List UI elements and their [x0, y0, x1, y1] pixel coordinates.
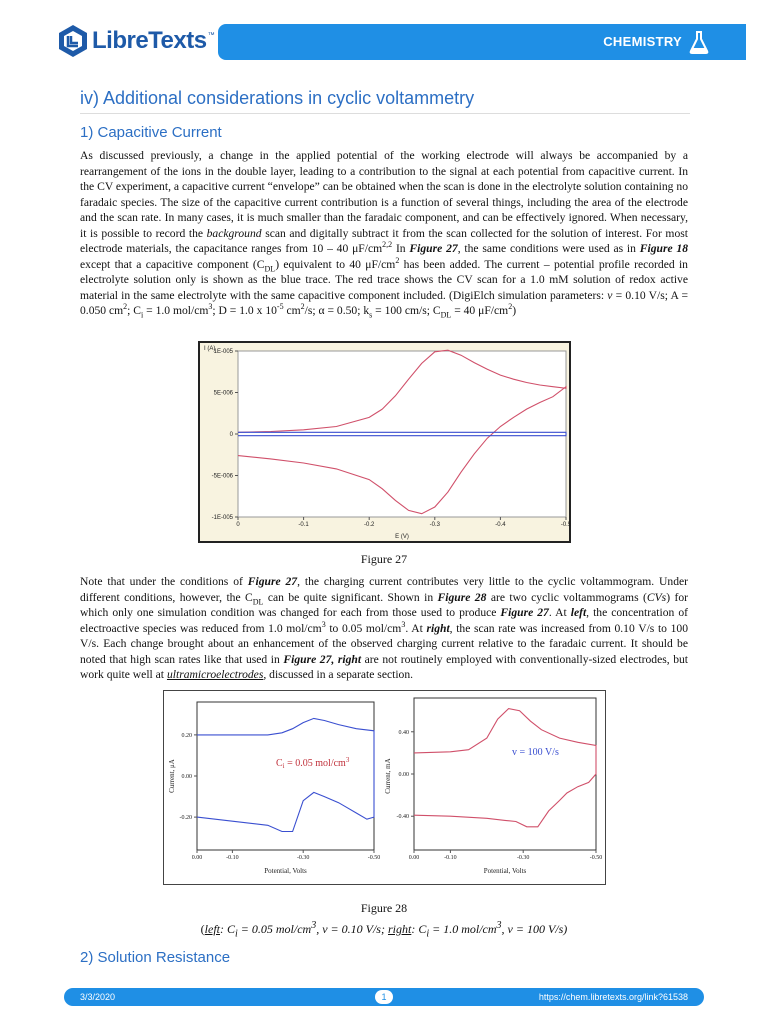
- plot-area: [414, 698, 596, 850]
- y-tick-label: -0.20: [179, 815, 192, 822]
- figure-28-subcaption: (left: $C_i = 0.05$ mol/$cm^3$, v = 0.10 V/s; right: $C_i = 1.0$ mol/$cm^3$, v = 100 V/s): [200, 920, 568, 940]
- x-axis-label: E (V): [395, 534, 409, 540]
- x-tick-label: -0.30: [516, 855, 530, 861]
- y-tick-label: 0.40: [398, 729, 409, 736]
- x-tick-label: -0.5: [560, 522, 572, 528]
- paragraph-figure-28-intro: Note that under the conditions of Figure 27, the charging current contributes very little to the cyclic voltammogram. Under different conditions, however, the $C_{DL}$ can be quite significant. Shown in Figure 28 are two cyclic voltammograms (CVs) for which only one simulation condition was changed for each from those used to produce Figure 27. At left, the concentration of electroactive species was reduced from 1.0 mol/$cm^3$ to 0.05 mol/$cm^3$. At right, the scan rate was increased from 0.10 V/s to 100 V/s. Each change brought about an enhancement of the observed charging current relative to the faradaic current. It should be noted that high scan rates like that used in Figure 27, right are not routinely employed with conventionally-sized electrodes, but work quite well at ultramicroelectrodes, discussed in a separate section.: [80, 575, 689, 681]
- y-axis-label: Current, μA: [168, 759, 176, 793]
- figure-27-chart: [200, 343, 572, 541]
- logo-text: LibreTexts: [92, 27, 207, 54]
- y-tick-label: 0: [229, 432, 233, 438]
- y-tick-label: 5E-006: [213, 390, 233, 397]
- footer-date: 3/3/2020: [80, 992, 116, 1002]
- figure-27-caption: Figure 27: [360, 552, 408, 566]
- y-tick-label: 1E-005: [213, 349, 233, 355]
- annotation-concentration: $C_i = 0.05$ mol/$cm^3$: [276, 756, 350, 770]
- x-tick-label: -0.4: [495, 522, 506, 528]
- y-tick-label: 0.20: [181, 732, 192, 739]
- y-tick-label: -5E-006: [211, 473, 233, 480]
- y-tick-label: -1E-005: [211, 515, 233, 521]
- libretexts-logo[interactable]: [56, 24, 215, 58]
- x-tick-label: 0.00: [408, 855, 420, 861]
- subject-label: CHEMISTRY: [603, 34, 682, 49]
- x-tick-label: -0.3: [429, 522, 440, 528]
- subject-banner[interactable]: [218, 24, 746, 60]
- subsection-title-solution-resistance: 2) Solution Resistance: [80, 949, 231, 966]
- x-tick-label: 0: [236, 522, 240, 528]
- x-axis-label: Potential, Volts: [483, 867, 527, 875]
- footer-url-link[interactable]: https://chem.libretexts.org/link?61538: [538, 992, 688, 1002]
- flask-icon: [688, 30, 710, 54]
- x-tick-label: -0.30: [296, 855, 310, 861]
- subsection-title-capacitive: 1) Capacitive Current: [80, 124, 222, 141]
- page-header: [0, 0, 768, 62]
- y-tick-label: 0.00: [398, 772, 409, 778]
- figure-28-chart: [164, 691, 605, 884]
- y-axis-label: Current, mA: [384, 758, 392, 794]
- x-tick-label: -0.2: [364, 522, 375, 528]
- plot-area: [238, 351, 566, 517]
- section-title: iv) Additional considerations in cyclic voltammetry: [80, 88, 690, 114]
- figure-28-caption: Figure 28: [360, 901, 408, 915]
- page-footer: [64, 988, 704, 1006]
- x-tick-label: -0.10: [444, 855, 457, 861]
- ultramicroelectrodes-link[interactable]: ultramicroelectrodes: [166, 668, 264, 681]
- footer-page-number: 1: [375, 990, 393, 1004]
- x-tick-label: -0.50: [367, 855, 381, 861]
- x-tick-label: -0.1: [298, 522, 309, 528]
- x-tick-label: -0.50: [589, 855, 603, 861]
- figure-27: [198, 341, 571, 543]
- x-axis-label: Potential, Volts: [264, 867, 307, 875]
- annotation-scan-rate: v = 100 V/s: [512, 747, 559, 758]
- x-tick-label: -0.10: [226, 855, 239, 861]
- x-tick-label: 0.00: [191, 855, 203, 861]
- figure-28: [163, 690, 606, 885]
- y-axis-label: I (A): [204, 346, 216, 352]
- plot-area: [197, 702, 374, 850]
- logo-trademark: ™: [207, 31, 215, 39]
- y-tick-label: -0.40: [396, 814, 409, 821]
- libretexts-logo-icon: [56, 24, 90, 58]
- paragraph-capacitive-current: As discussed previously, a change in the applied potential of the working electrode will always be accompanied by a rearrangement of the ions in the double layer, leading to a contribution to the signal at each potential from capacitive current. In the CV experiment, a capacitive current “envelope” can be obtained when the scan is done in the electrolyte solution containing no faradaic species. The size of the capacitive current contribution is a function of several things, including the area of the electrode and the scan rate. In many cases, it is much smaller than the faradaic component, and can be effectively ignored. When necessary, it is possible to record the background scan and digitally subtract it from the scan collected for the solution of interest. For most electrode materials, the capacitance ranges from 10 – 40 μF/cm$^{2,2}$ In Figure 27, the same conditions were used as in Figure 18 except that a capacitive component $(C_{DL})$ equivalent to 40 $\mu F/cm^2$ has been added. The current – potential profile recorded in electrolyte solution only is shown as the blue trace. The red trace shows the CV scan for a 1.0 mM solution of redox active material in the same electrolyte with the same capacitive component included. (DigiElch simulation parameters: v = 0.10 V/s; A = 0.050 $cm^2$; $C_i = 1.0$ mol/$cm^3$; D = 1.0 x $10^{-5}$ $cm^2/s$; α = 0.50; $k_s = 100$ cm/s; $C_{DL} = 40$ $\mu F/cm^2$): [80, 149, 689, 320]
- y-tick-label: 0.00: [181, 774, 192, 780]
